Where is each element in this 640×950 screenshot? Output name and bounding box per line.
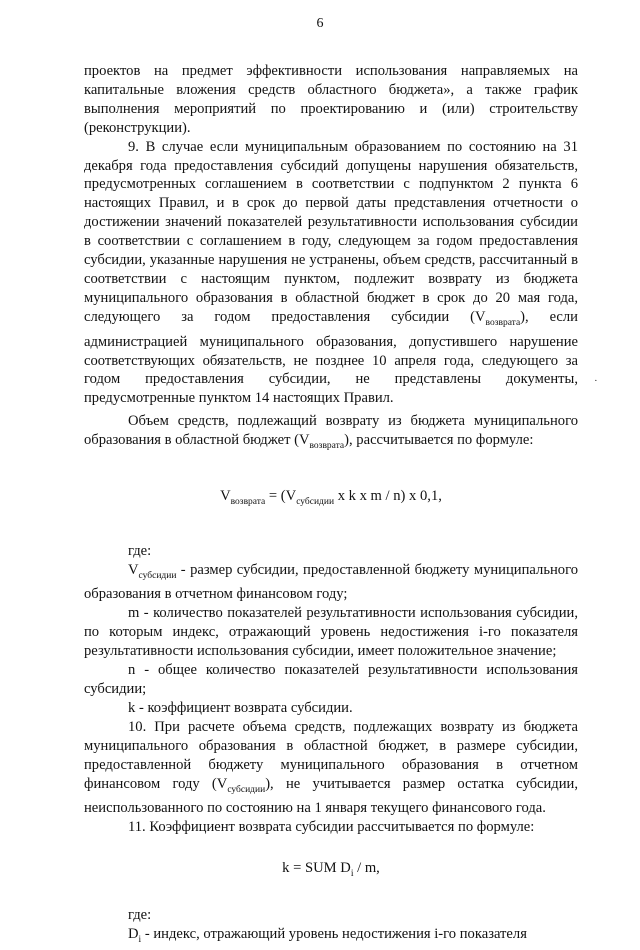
definition-d: $D_i$ - индекс, отражающий уровень недостижения i-го показателя: [128, 925, 527, 945]
where-label-2: где:: [128, 906, 152, 923]
formula-return-coefficient: k = SUM $D_i$ / m,: [282, 860, 380, 880]
margin-mark: ·: [594, 375, 598, 387]
paragraph-volume: Объем средств, подлежащий возврату из бюджета муниципального образования в областной бюджет $(V_{возврата})$, рассчитывается по формуле:: [84, 413, 578, 452]
where-label-1: где:: [128, 542, 152, 559]
definition-n: n - общее количество показателей результативности использования субсидии;: [84, 662, 578, 697]
definition-m: m - количество показателей результативности использования субсидии, по которым индекс, отражающий уровень недостижения i-го показателя результативности использования субсидии, имеет положительное значение;: [84, 605, 578, 660]
definition-k: k - коэффициент возврата субсидии.: [128, 699, 353, 716]
formula-return-volume: $V_{возврата} = (V_{субсидии}$ x k x m / n) x 0,1,: [220, 487, 442, 507]
paragraph-10: 10. При расчете объема средств, подлежащих возврату из бюджета муниципального образования в областной бюджет, в размере субсидии, предоставленной бюджету муниципального образования в отчетном финансовом году $(V_{субсидии})$, не учитывается размер остатка субсидии, неиспользованного по состоянию на 1 января текущего финансового года.: [84, 718, 578, 817]
paragraph-continuation: проектов на предмет эффективности использования направляемых на капитальные вложения средств областного бюджета», а также график выполнения мероприятий по проектированию и (или) строительству (реконструкции).: [84, 63, 578, 136]
page-number: 6: [316, 16, 324, 31]
definition-v-subsidy: $V_{субсидии}$ - размер субсидии, предоставленной бюджету муниципального образования в отчетном финансовом году;: [84, 561, 578, 603]
paragraph-9: 9. В случае если муниципальным образованием по состоянию на 31 декабря года предоставления субсидий допущены нарушения обязательств, предусмотренных соглашением в соответствии с подпунктом 2 пункта 6 настоящих Правил, и в срок до первой даты представления отчетности о достижении значений показателей результативности использования субсидии в соответствии с соглашением в году, следующем за годом предоставления субсидии, указанные нарушения не устранены, объем средств, рассчитанный в соответствии с настоящим пунктом, подлежит возврату из бюджета муниципального образования в областной бюджет в срок до 20 мая года, следующего за годом предоставления субсидии $(V_{возврата})$, если администрацией муниципального образования, допустившего нарушение соответствующих обязательств, не позднее 10 апреля года, следующего за годом предоставления субсидии, не представлены документы, предусмотренные пунктом 14 настоящих Правил.: [84, 138, 578, 407]
document-body: [84, 62, 578, 950]
paragraph-11: 11. Коэффициент возврата субсидии рассчитывается по формуле:: [128, 819, 535, 836]
